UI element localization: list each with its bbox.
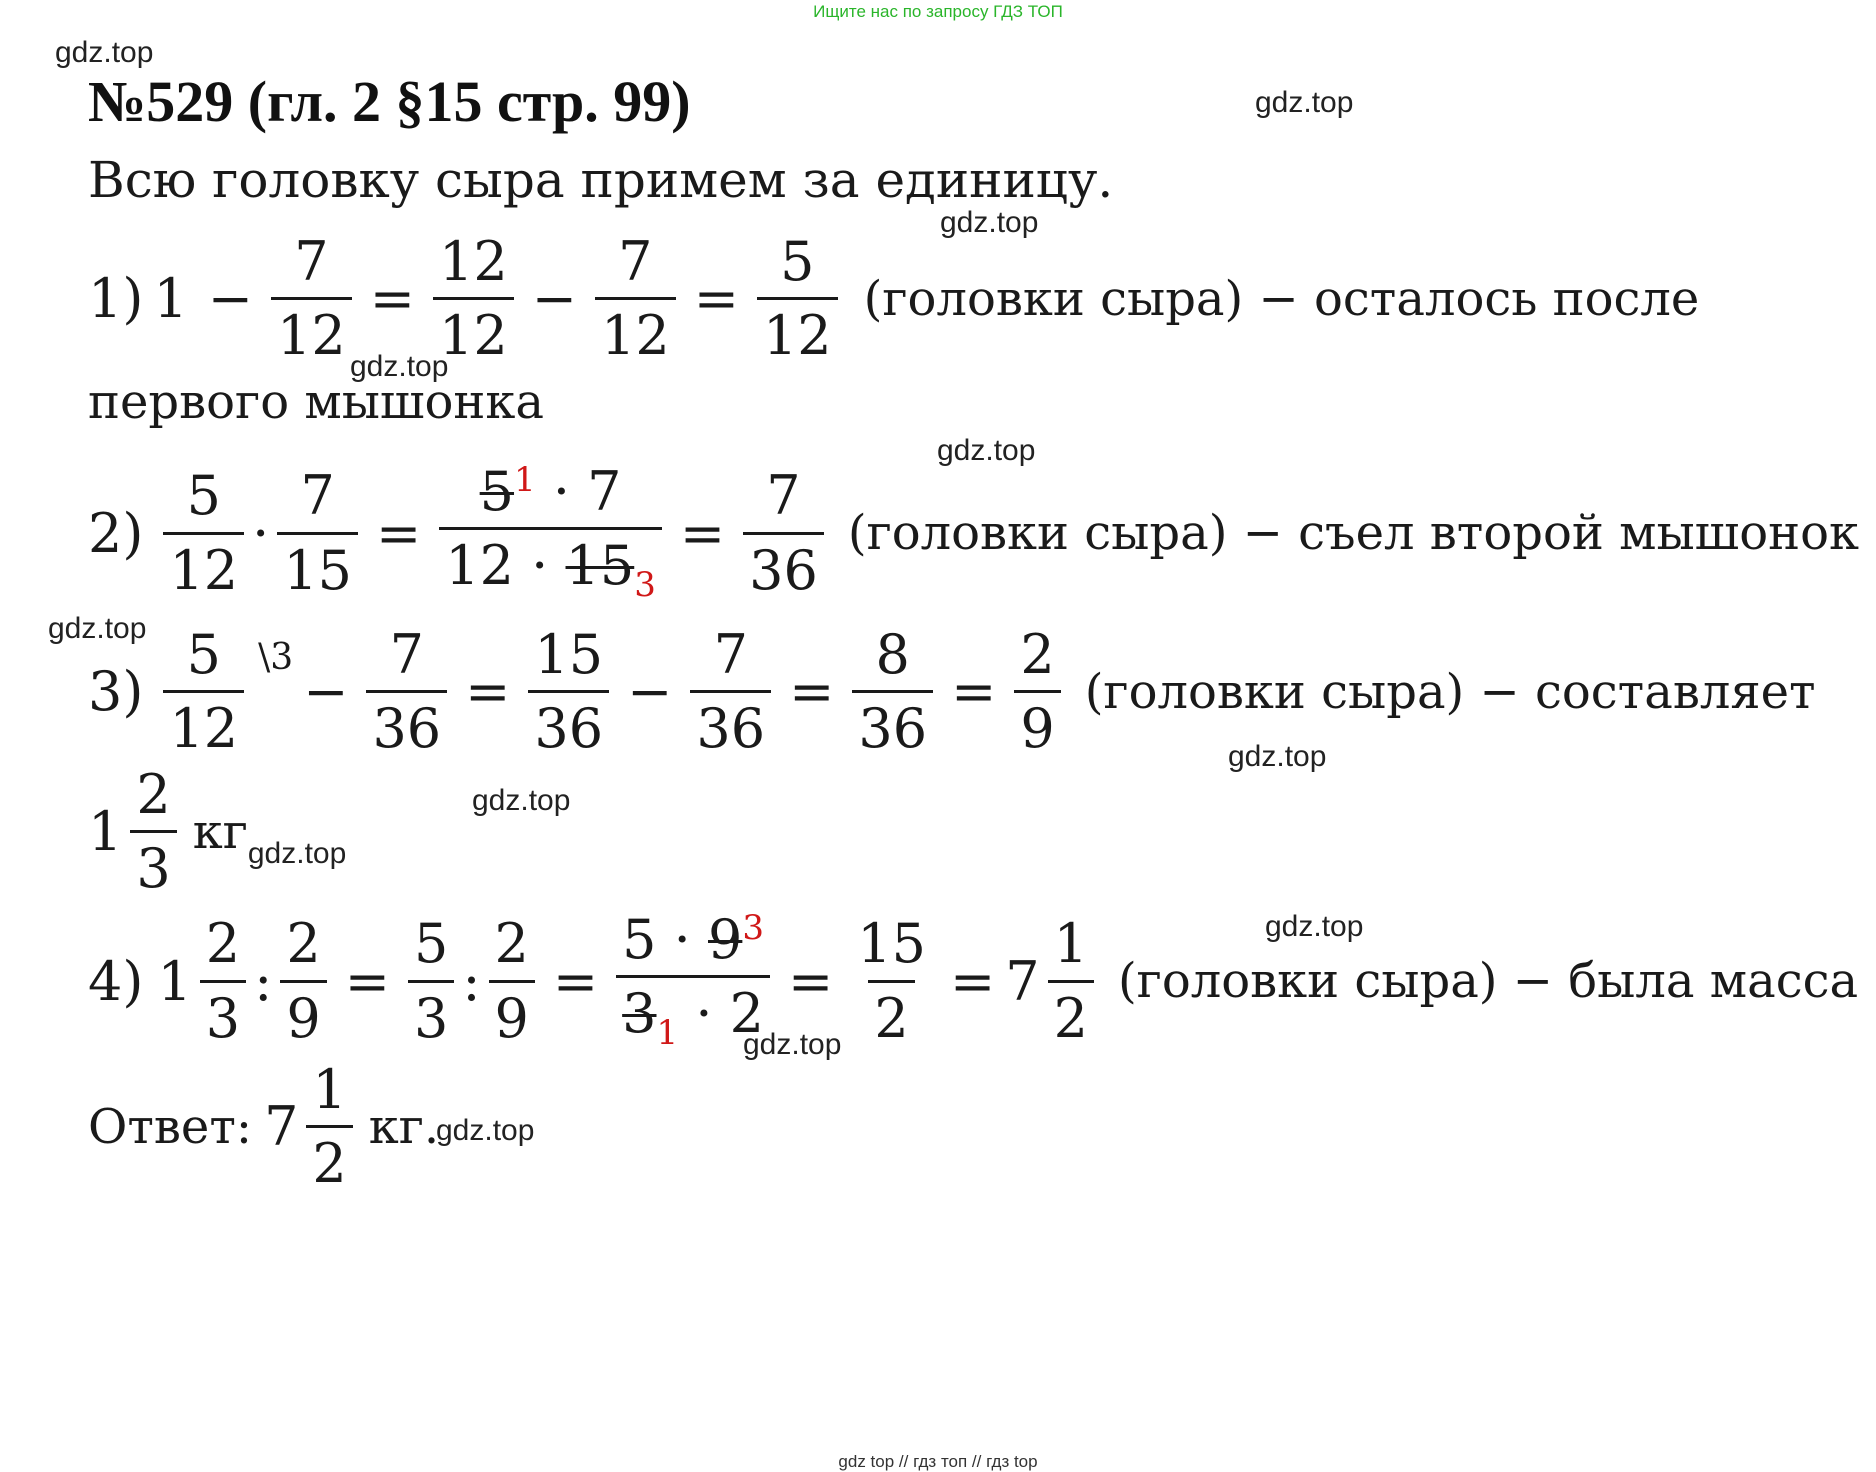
mixed-number <box>1005 914 1102 1048</box>
fraction <box>366 625 447 759</box>
crossed-out-number: 9 <box>708 908 743 971</box>
equals-sign: = <box>369 267 416 331</box>
numerator-rest: · 7 <box>552 460 622 523</box>
step-3-continued <box>88 765 346 899</box>
numerator: 15 <box>857 912 926 976</box>
step-label: 2) <box>88 501 144 565</box>
numerator <box>616 910 770 975</box>
denominator: 36 <box>852 690 933 758</box>
fraction <box>200 914 246 1048</box>
numerator: 1 <box>312 1058 347 1121</box>
minus-sign: − <box>627 660 673 724</box>
fraction <box>595 232 676 366</box>
reduction-mark: 3 <box>634 565 656 606</box>
fraction <box>280 914 326 1048</box>
numerator: 2 <box>205 912 241 976</box>
fraction <box>408 914 454 1048</box>
reduction-mark: 1 <box>514 460 536 500</box>
reduction-mark: 1 <box>656 1013 679 1054</box>
divide-sign: : <box>254 949 273 1013</box>
numerator: 7 <box>294 230 329 293</box>
crossed-out-number: 3 <box>622 982 657 1046</box>
top-banner: Ищите нас по запросу ГДЗ ТОП <box>813 2 1063 21</box>
numerator: 8 <box>875 623 910 686</box>
equals-sign: = <box>788 949 834 1013</box>
denominator: 3 <box>200 980 246 1048</box>
fraction <box>743 466 824 600</box>
step-4-line <box>88 910 1858 1053</box>
watermark: gdz.top <box>247 836 347 870</box>
step-label: 3) <box>88 660 144 724</box>
denominator: 12 <box>595 297 676 365</box>
fraction <box>433 232 514 366</box>
fraction <box>528 625 609 759</box>
fraction <box>277 466 358 600</box>
denominator-rest: · 2 <box>695 982 764 1046</box>
fraction <box>1048 914 1094 1048</box>
mixed-number-whole: 7 <box>1005 949 1040 1013</box>
denominator: 15 <box>277 532 358 600</box>
equals-sign: = <box>552 949 599 1013</box>
fraction <box>757 232 838 366</box>
step-description-continued: первого мышонка <box>88 374 545 430</box>
equals-sign: = <box>949 949 996 1013</box>
denominator: 3 <box>408 980 454 1048</box>
watermark: gdz.top <box>436 1114 535 1147</box>
fraction <box>163 466 244 600</box>
numerator: 7 <box>618 230 653 293</box>
mixed-number-whole: 1 <box>157 949 192 1013</box>
fraction <box>489 914 535 1048</box>
numerator: 15 <box>534 623 604 686</box>
denominator: 2 <box>1048 980 1094 1048</box>
watermark: gdz.top <box>472 784 571 817</box>
denominator: 12 <box>163 690 244 758</box>
numerator: 2 <box>1020 623 1055 686</box>
step-description: (головки сыра) − составляет <box>1084 663 1816 720</box>
crossed-out-number: 15 <box>565 534 635 598</box>
step-description: (головки сыра) − съел второй мышонок <box>847 505 1860 562</box>
denominator: 2 <box>306 1125 352 1193</box>
watermark: gdz.top <box>1228 740 1327 773</box>
denominator: 36 <box>528 690 609 758</box>
numerator: 7 <box>713 623 748 686</box>
minus-sign: − <box>207 267 254 331</box>
watermark: gdz.top <box>350 350 449 383</box>
number: 1 <box>153 267 188 331</box>
numerator: 5 <box>186 623 221 686</box>
equals-sign: = <box>465 660 511 724</box>
step-2-line <box>88 462 1859 605</box>
page-footer: gdz top // гдз топ // гдз top <box>838 1452 1038 1471</box>
step-label: 1) <box>88 267 144 331</box>
equals-sign: = <box>679 501 726 565</box>
mixed-number-whole: 1 <box>88 800 123 864</box>
multiply-sign: · <box>252 501 270 565</box>
fraction <box>271 232 352 366</box>
divide-sign: : <box>462 949 481 1013</box>
reduction-fraction <box>439 462 662 605</box>
denominator: 36 <box>366 690 447 758</box>
fraction <box>163 625 244 759</box>
answer-label: Ответ: <box>88 1098 253 1155</box>
step-label: 4) <box>88 949 144 1013</box>
denominator: 9 <box>1014 690 1060 758</box>
denominator: 12 <box>757 297 838 365</box>
crossed-out-number: 5 <box>479 460 515 523</box>
watermark: gdz.top <box>937 434 1036 467</box>
equals-sign: = <box>376 501 422 565</box>
step-description: (головки сыра) − осталось после <box>863 270 1700 327</box>
step-1-line <box>88 232 1699 366</box>
watermark: gdz.top <box>743 1028 842 1061</box>
mixed-number-whole: 7 <box>264 1095 299 1159</box>
numerator: 2 <box>286 912 321 976</box>
numerator: 2 <box>494 912 529 976</box>
numerator: 5 <box>780 230 815 293</box>
watermark: gdz.top <box>55 36 154 69</box>
numerator: 7 <box>389 623 424 686</box>
fraction <box>306 1060 352 1194</box>
step-description: (головки сыра) − была масса <box>1117 953 1859 1010</box>
watermark: gdz.top <box>1265 910 1364 943</box>
denominator: 36 <box>743 532 824 600</box>
intro-text: Всю головку сыра примем за единицу. <box>88 151 1114 209</box>
watermark: gdz.top <box>48 612 147 645</box>
answer-line <box>88 1060 439 1194</box>
unit-label: кг. <box>368 1098 440 1155</box>
numerator: 7 <box>300 464 335 528</box>
numerator: 5 <box>186 464 221 528</box>
denominator: 12 <box>433 297 514 365</box>
numerator: 5 <box>413 912 449 976</box>
unit-label: кг <box>192 803 248 860</box>
minus-sign: − <box>303 660 349 724</box>
watermark: gdz.top <box>940 206 1039 239</box>
equals-sign: = <box>789 660 835 724</box>
page-title: №529 (гл. 2 §15 стр. 99) <box>88 69 691 134</box>
watermark: gdz.top <box>1255 86 1354 119</box>
equals-sign: = <box>951 660 997 724</box>
numerator: 12 <box>439 230 508 293</box>
mixed-number <box>157 914 254 1048</box>
equals-sign: = <box>693 267 739 331</box>
denominator: 12 <box>271 297 352 365</box>
numerator <box>474 462 628 527</box>
numerator-head: 5 · <box>622 908 691 971</box>
fraction <box>851 914 932 1048</box>
denominator: 12 <box>163 532 244 600</box>
denominator: 2 <box>868 980 914 1048</box>
denominator: 9 <box>489 980 535 1048</box>
fraction <box>690 625 771 759</box>
equals-sign: = <box>344 949 390 1013</box>
denominator: 3 <box>130 830 176 898</box>
extra-factor-annotation: \3 <box>258 637 294 679</box>
numerator: 2 <box>136 763 171 826</box>
step-3-line <box>88 625 1816 759</box>
fraction <box>852 625 933 759</box>
fraction <box>1014 625 1060 759</box>
numerator: 1 <box>1053 912 1088 976</box>
denominator: 36 <box>690 690 771 758</box>
denominator <box>439 527 662 604</box>
reduction-mark: 3 <box>742 908 764 948</box>
minus-sign: − <box>531 267 577 331</box>
numerator: 7 <box>766 464 801 528</box>
fraction <box>130 765 176 899</box>
denominator-head: 12 · <box>445 534 549 598</box>
denominator: 9 <box>280 980 326 1048</box>
